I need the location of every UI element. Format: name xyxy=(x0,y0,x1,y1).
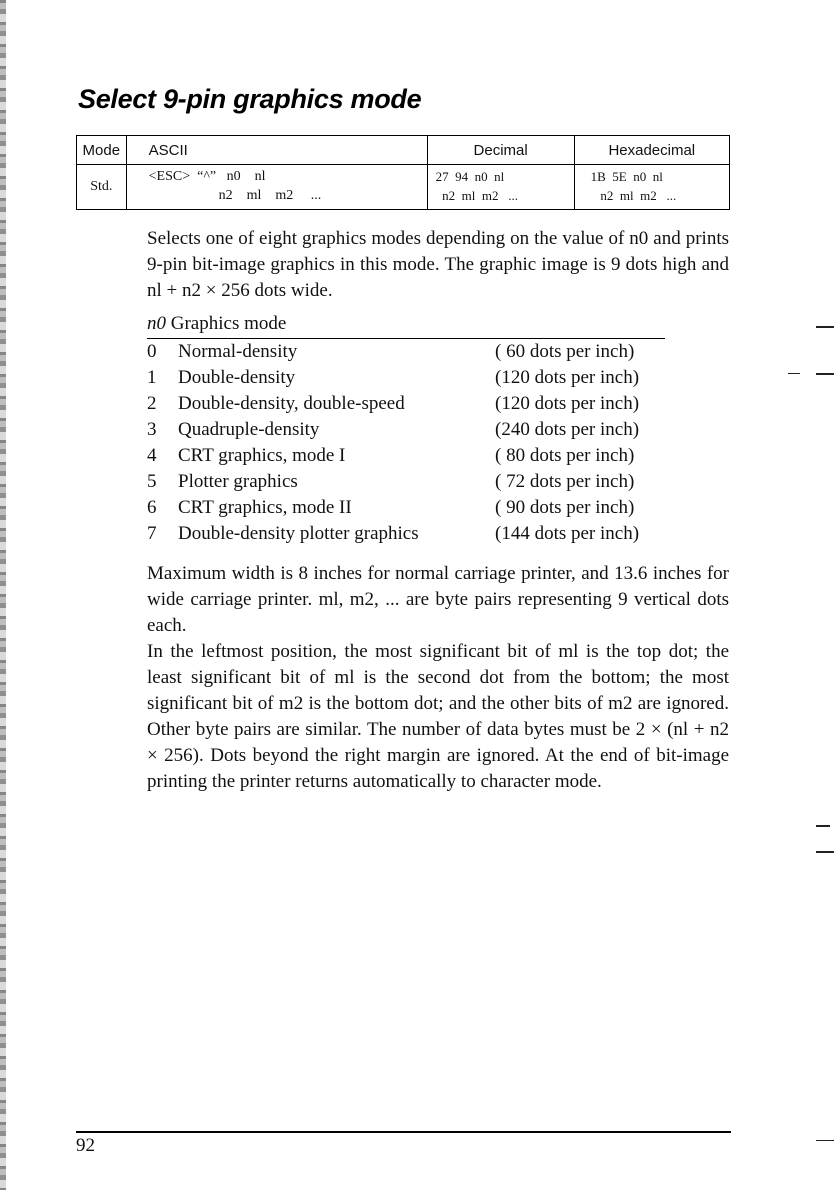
mode-name: Normal-density xyxy=(178,341,298,362)
header-mode: Mode xyxy=(77,136,127,165)
ascii-cell xyxy=(126,165,427,210)
mode-number: 7 xyxy=(147,523,157,544)
graphics-mode-rows xyxy=(147,339,665,547)
hex-line-2: n2 ml m2 ... xyxy=(590,188,677,203)
mode-name: Double-density xyxy=(178,367,296,388)
scan-edge-artifact xyxy=(0,0,6,1190)
command-table-header xyxy=(77,136,730,165)
footer-rule xyxy=(76,1131,731,1133)
graphics-mode-header-n: n0 xyxy=(147,313,166,334)
mode-number: 1 xyxy=(147,367,157,388)
mode-number: 2 xyxy=(147,393,157,414)
scan-margin-marks xyxy=(810,0,840,1190)
mode-name: CRT graphics, mode II xyxy=(178,497,352,518)
mode-density: (240 dots per inch) xyxy=(495,419,640,440)
hexadecimal-cell xyxy=(574,165,729,210)
decimal-line-2: n2 ml m2 ... xyxy=(435,188,518,203)
mode-density: (144 dots per inch) xyxy=(495,523,640,544)
command-table-row xyxy=(77,165,730,210)
graphics-mode-row xyxy=(147,365,665,391)
header-decimal: Decimal xyxy=(427,136,574,165)
mode-number: 6 xyxy=(147,497,157,518)
graphics-mode-header-label: Graphics mode xyxy=(170,313,287,334)
decimal-line-1: 27 94 n0 nl xyxy=(435,169,505,184)
mode-name: Plotter graphics xyxy=(178,471,298,492)
graphics-mode-row xyxy=(147,417,665,443)
header-hexadecimal: Hexadecimal xyxy=(574,136,729,165)
header-ascii: ASCII xyxy=(126,136,427,165)
graphics-mode-row xyxy=(147,443,665,469)
mode-name: CRT graphics, mode I xyxy=(178,445,346,466)
mode-density: ( 80 dots per inch) xyxy=(495,445,635,466)
bit-order-paragraph: In the leftmost position, the most significant bit of ml is the top dot; the least significant bit of ml is the second dot from the bottom; the most significant bit of m2 is the bottom dot; and the other bits of m2 are ignored. Other byte pairs are similar. The number of data bytes must be 2 × (nl + n2 × 256). Dots beyond the right margin are ignored. At the end of bit-image printing the printer returns automatically to character mode. xyxy=(147,641,729,792)
width-paragraph: Maximum width is 8 inches for normal carriage printer, and 13.6 inches for wide carriage printer. ml, m2, ... are byte pairs representing 9 vertical dots each. xyxy=(147,563,729,636)
mode-density: ( 72 dots per inch) xyxy=(495,471,635,492)
mode-cell: Std. xyxy=(77,165,127,210)
graphics-mode-row xyxy=(147,495,665,521)
mode-name: Double-density plotter graphics xyxy=(178,523,419,544)
hex-line-1: 1B 5E n0 nl xyxy=(590,169,663,184)
ascii-line-2: n2 ml m2 ... xyxy=(148,188,322,203)
mode-density: ( 90 dots per inch) xyxy=(495,497,635,518)
mode-number: 5 xyxy=(147,471,157,492)
intro-paragraph: Selects one of eight graphics modes depending on the value of n0 and prints 9-pin bit-image graphics in this mode. The graphic image is 9 dots high and nl + n2 × 256 dots wide. xyxy=(147,228,729,301)
mode-number: 4 xyxy=(147,445,157,466)
mode-number: 3 xyxy=(147,419,157,440)
mode-number: 0 xyxy=(147,341,157,362)
graphics-mode-table xyxy=(147,311,665,547)
graphics-mode-row xyxy=(147,391,665,417)
page-title: Select 9-pin graphics mode xyxy=(78,84,422,114)
ascii-line-1: <ESC> “^” n0 nl xyxy=(148,169,266,184)
decimal-cell xyxy=(427,165,574,210)
command-table xyxy=(76,135,730,210)
page-number: 92 xyxy=(76,1135,95,1156)
graphics-mode-row xyxy=(147,469,665,495)
graphics-mode-row xyxy=(147,521,665,547)
graphics-mode-header xyxy=(147,311,665,339)
mode-name: Double-density, double-speed xyxy=(178,393,405,414)
mode-density: (120 dots per inch) xyxy=(495,367,640,388)
mode-density: (120 dots per inch) xyxy=(495,393,640,414)
mode-density: ( 60 dots per inch) xyxy=(495,341,635,362)
mode-name: Quadruple-density xyxy=(178,419,320,440)
graphics-mode-row xyxy=(147,339,665,365)
